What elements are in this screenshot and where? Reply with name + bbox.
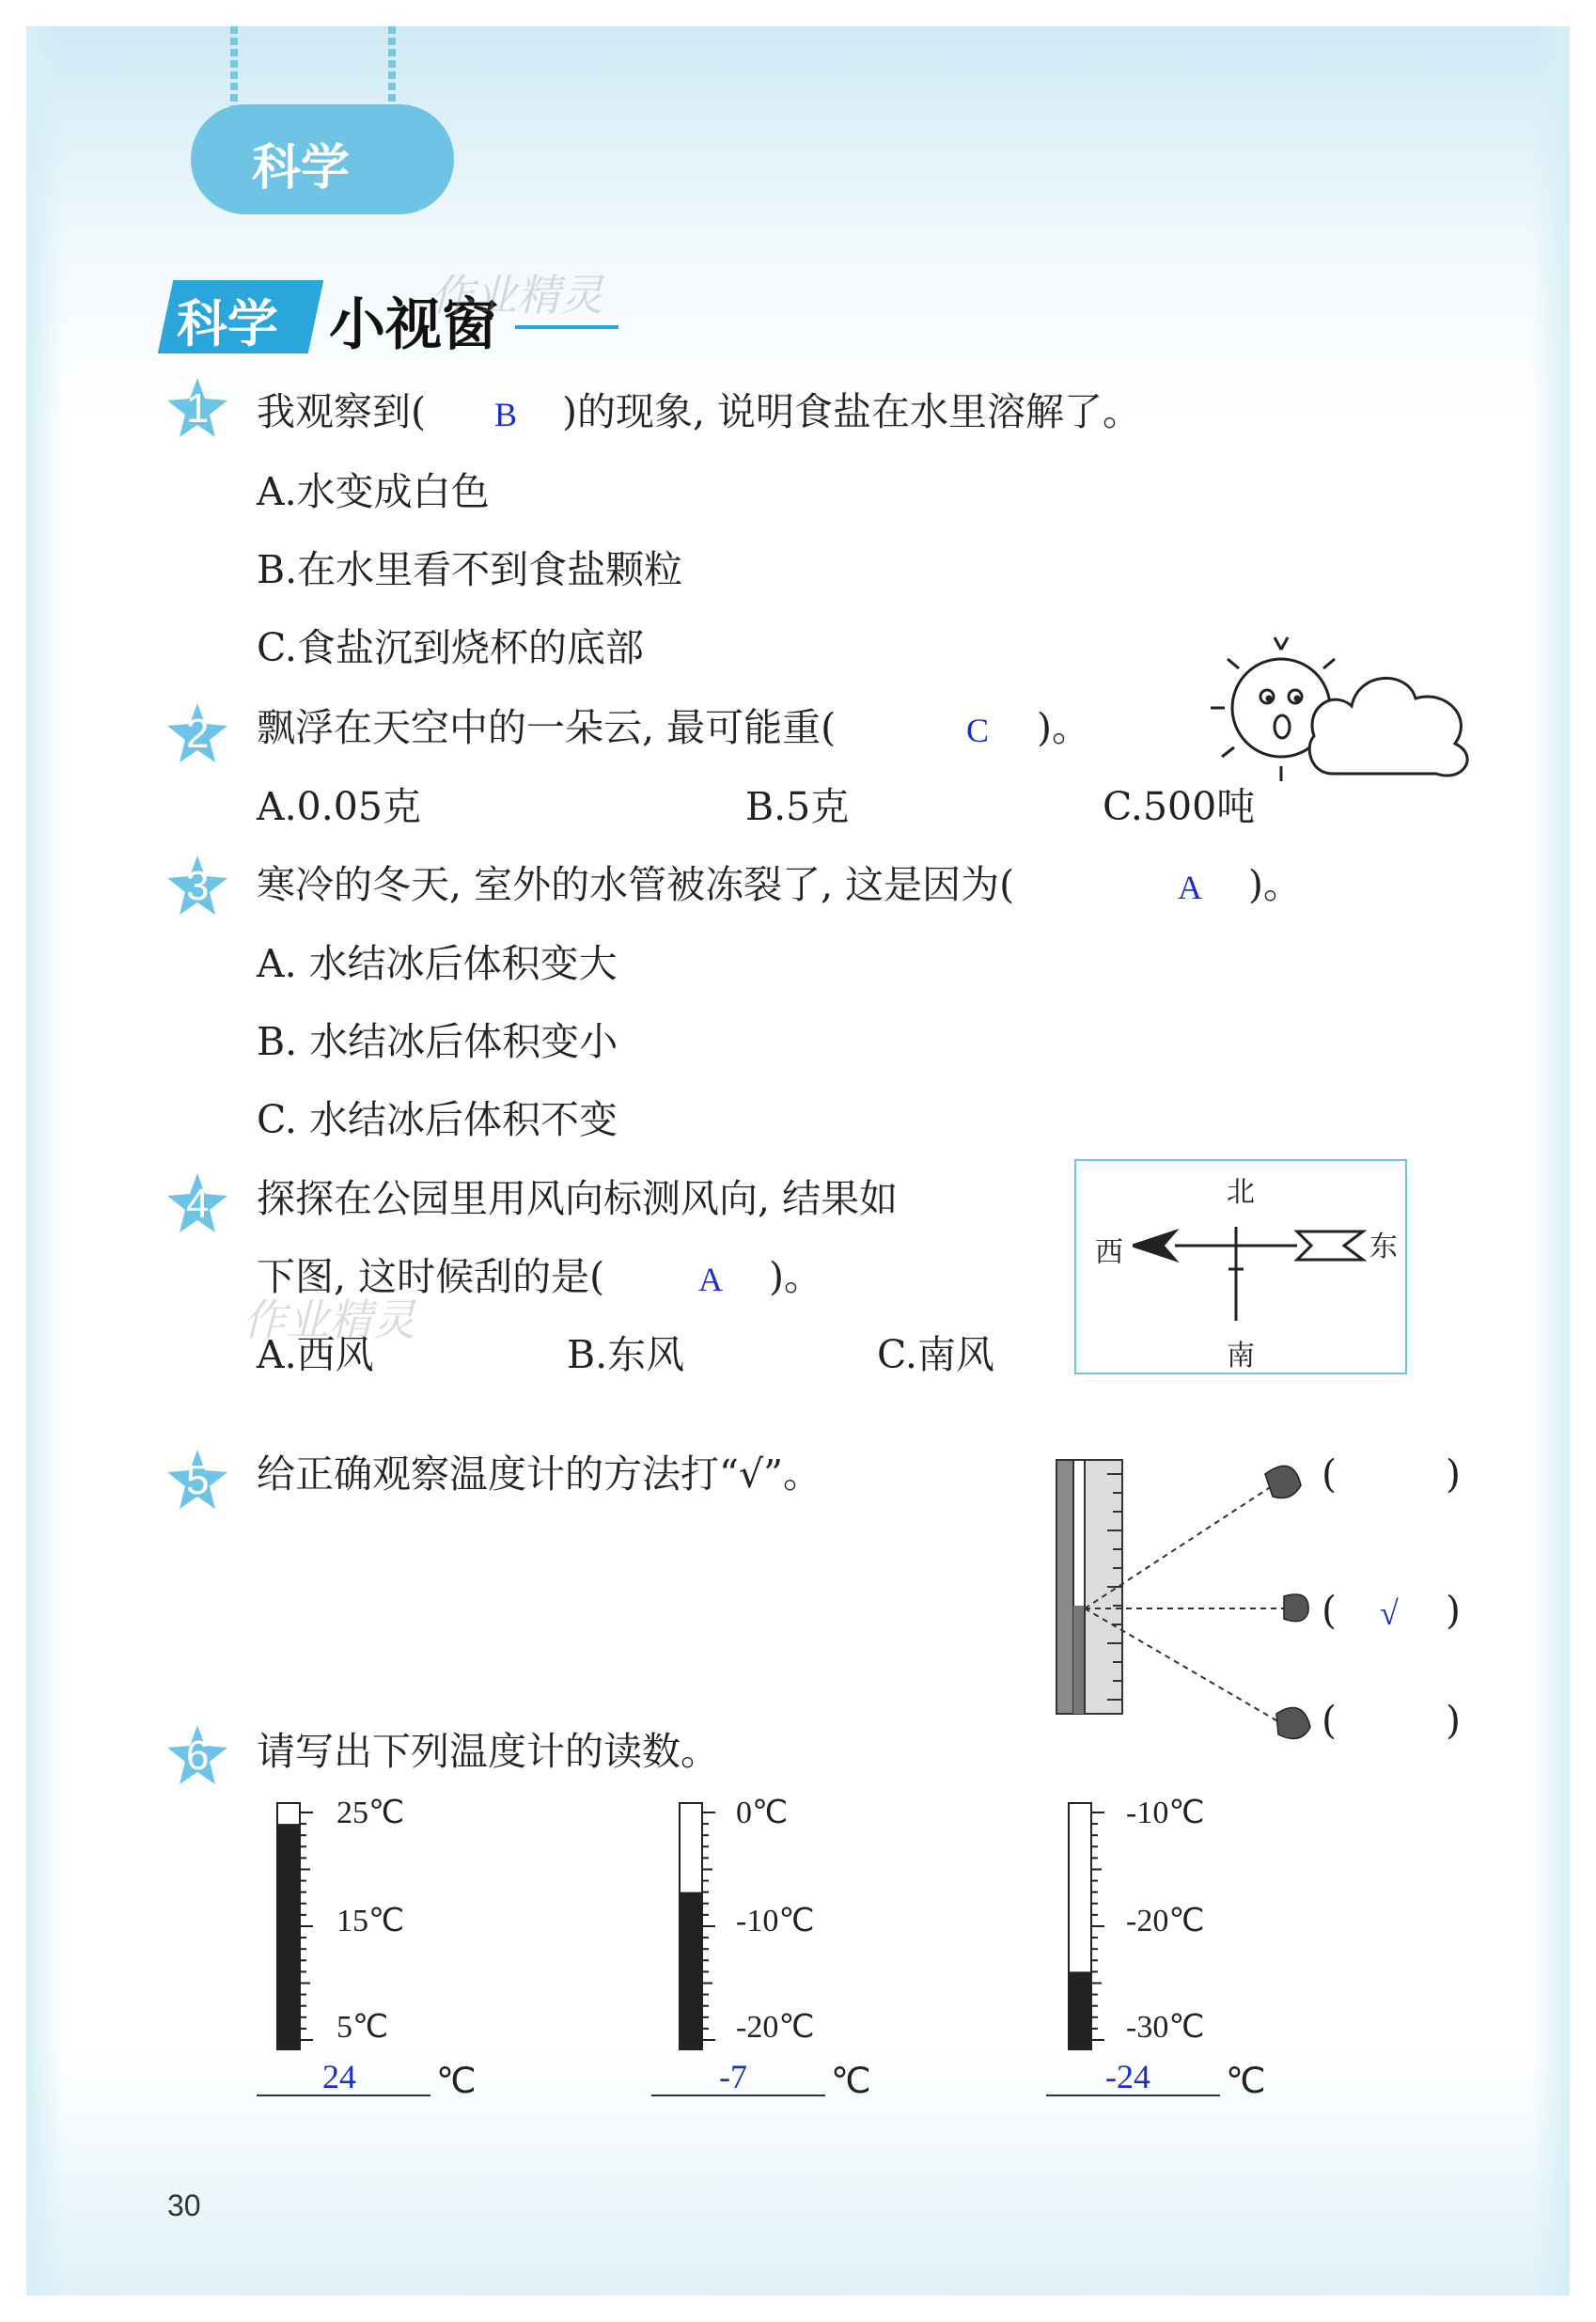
thermometer-3-unit: ℃ [1226,2062,1266,2101]
choice-1-open: ( [1322,1451,1337,1497]
thermometer-2-label-top: 0℃ [736,1796,789,1830]
eye-high-icon [1265,1466,1301,1498]
direction-south-label: 南 [1227,1340,1255,1373]
question-4-option-b: B.东风 [567,1332,685,1377]
question-1-option-b: B.在水里看不到食盐颗粒 [257,547,683,592]
question-3-option-b: B. 水结冰后体积变小 [257,1019,618,1064]
thermometer-1-unit: ℃ [436,2062,477,2101]
question-1-number: 1 [186,385,210,431]
thermometer-2 [678,1794,715,2076]
hanging-string-left [230,26,238,116]
section-title-left: 科学 [177,294,278,353]
question-5-number: 5 [186,1457,210,1503]
thermometer-2-answer: -7 [719,2058,747,2095]
question-4-stem-after: )。 [769,1254,822,1299]
workbook-page [26,26,1570,2296]
choice-2-open: ( [1322,1588,1337,1633]
page-number: 30 [167,2189,201,2222]
wind-vane-arrow-icon [1133,1203,1368,1326]
question-3-stem-before: 寒冷的冬天, 室外的水管被冻裂了, 这是因为( [257,862,1015,907]
section-title-right: 小视窗 [329,292,498,358]
hanging-string-right [388,26,396,116]
question-2-stem-after: )。 [1037,705,1090,750]
direction-east-label: 东 [1369,1231,1398,1263]
choice-1-close: ) [1446,1451,1461,1497]
thermometer-3 [1067,1794,1104,2076]
question-3-number: 3 [186,863,210,909]
thermometer-2-label-bottom: -20℃ [736,2010,815,2045]
thermometer-3-label-bottom: -30℃ [1126,2010,1205,2045]
question-3-option-a: A. 水结冰后体积变大 [257,941,618,986]
question-2-option-a: A.0.05克 [257,784,421,829]
eye-low-icon [1276,1708,1310,1739]
question-4-stem-line1: 探探在公园里用风向标测风向, 结果如 [257,1176,899,1221]
question-4-stem-before: 下图, 这时候刮的是( [257,1254,605,1299]
thermometer-3-liquid [1070,1971,1090,2048]
thermometer-3-answer: -24 [1105,2058,1150,2095]
question-5-stem: 给正确观察温度计的方法打“√”。 [257,1451,822,1497]
page-edge-right [1532,26,1570,2296]
thermometer-2-unit: ℃ [831,2062,871,2101]
question-3-answer: A [1178,869,1202,906]
page-edge-left [26,26,64,2296]
question-6-stem: 请写出下列温度计的读数。 [257,1729,719,1774]
question-1-option-a: A.水变成白色 [257,469,490,514]
thermometer-1 [275,1794,313,2076]
question-4-option-a: A.西风 [257,1332,374,1377]
choice-2-mark: √ [1380,1594,1399,1632]
question-1-stem-after: )的现象, 说明食盐在水里溶解了。 [562,389,1142,434]
question-4-number: 4 [186,1181,210,1227]
thermometer-reading-figure [1051,1441,1333,1761]
subject-tag-label: 科学 [252,140,351,196]
question-2-option-c: C.500吨 [1103,784,1256,829]
question-3-option-c: C. 水结冰后体积不变 [257,1097,618,1142]
choice-3-open: ( [1322,1698,1337,1743]
question-2-option-b: B.5克 [745,784,850,829]
question-2-number: 2 [186,711,210,757]
sun-cloud-illustration [1201,633,1493,802]
choice-3-close: ) [1446,1698,1461,1743]
thermometer-2-liquid [681,1892,701,2048]
question-2-answer: C [966,712,990,749]
question-3-stem-after: )。 [1248,862,1302,907]
question-1-stem-before: 我观察到( [257,389,426,434]
thermometer-3-label-top: -10℃ [1126,1796,1205,1830]
question-1-option-c: C.食盐沉到烧杯的底部 [257,625,644,670]
thermometer-1-label-top: 25℃ [336,1796,405,1830]
direction-west-label: 西 [1095,1236,1123,1269]
question-6-number: 6 [186,1733,210,1779]
watermark-middle: 作业精灵 [243,1294,415,1345]
eye-level-icon [1284,1594,1308,1622]
thermometer-3-label-mid: -20℃ [1126,1904,1205,1938]
thermometer-1-answer: 24 [322,2058,356,2095]
thermometer-1-label-mid: 15℃ [336,1904,405,1938]
choice-2-close: ) [1446,1588,1461,1633]
question-4-option-c: C.南风 [877,1332,994,1377]
title-underline [515,325,618,329]
direction-north-label: 北 [1227,1176,1255,1209]
question-4-answer: A [698,1261,723,1298]
question-2-stem-before: 飘浮在天空中的一朵云, 最可能重( [257,705,837,750]
watermark-top: 作业精灵 [430,270,603,321]
question-1-answer: B [494,396,518,433]
thermometer-2-label-mid: -10℃ [736,1904,815,1938]
thermometer-1-liquid [278,1824,299,2048]
wind-vane-figure [1074,1159,1407,1374]
thermometer-1-label-bottom: 5℃ [336,2010,389,2045]
